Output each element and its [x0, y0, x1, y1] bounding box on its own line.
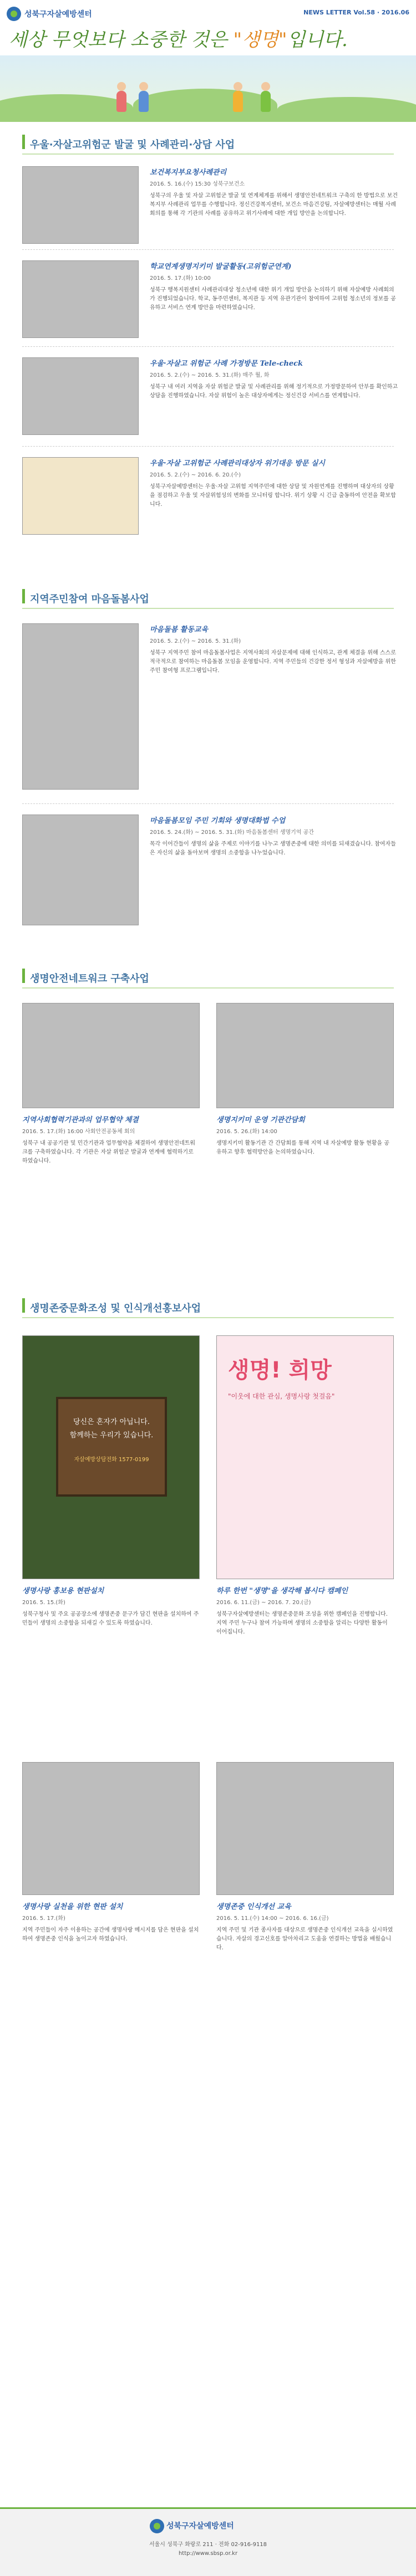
article-date: 2016. 5. 26.(화) 14:00 [216, 1129, 277, 1135]
person-figure [233, 91, 243, 112]
footer-address: 서울시 성북구 화랑로 211 · 전화 02-916-9118 [149, 2542, 267, 2548]
article-photo [216, 1762, 394, 1895]
article-title: 마음돌봄 활동교육 [150, 626, 208, 634]
org-name: 성북구자살예방센터 [24, 10, 92, 19]
article-date: 2016. 5. 24.(화) ~ 2016. 5. 31.(화) 마음돌봄센터 생명기억 공간 [150, 829, 314, 836]
article-photo [22, 1003, 200, 1108]
person-figure [116, 91, 126, 112]
issue-label: NEWS LETTER Vol.58 · 2016.06 [303, 9, 409, 16]
campaign-poster [216, 1335, 394, 1579]
person-figure [261, 91, 271, 112]
campaign-sign [56, 1397, 167, 1497]
article-illustration [22, 457, 139, 535]
article-date: 2016. 5. 2.(수) ~ 2016. 5. 31.(화) [150, 638, 241, 644]
org-logo-icon [7, 7, 21, 21]
article-date: 2016. 5. 17.(화) [22, 1916, 65, 1922]
article-title: 우울·자살 고위험군 사례관리대상자 위기대응 방문 실시 [150, 459, 325, 468]
footer [0, 2507, 416, 2576]
article-photo [22, 166, 139, 244]
article-date: 2016. 5. 11.(수) 14:00 ~ 2016. 6. 16.(금) [216, 1916, 329, 1922]
article-title: 지역사회협력기관과의 업무협약 체결 [22, 1116, 139, 1124]
article-date: 2016. 5. 2.(수) ~ 2016. 5. 31.(화) 매주 월, 화 [150, 372, 270, 378]
sign-text: 함께하는 우리가 있습니다. [69, 1431, 154, 1440]
article-photo [22, 623, 139, 790]
article-body: 성북구 내 여러 지역을 자살 위험군 발굴 및 사례관리를 위해 정기적으로 가정방문하여 안부를 확인하고 상담을 진행하였습니다. 자살 위험이 높은 대상자에게는 정신건강 서비스를 연계합니다. [150, 384, 398, 399]
article-photo [22, 815, 139, 925]
article-body: 성북구자살예방센터는 생명존중문화 조성을 위한 캠페인을 진행합니다. 지역 주민 누구나 참여 가능하며 생명의 소중함을 알리는 다양한 활동이 이어집니다. [216, 1611, 388, 1635]
article [22, 1762, 200, 1944]
article-date: 2016. 5. 2.(수) ~ 2016. 6. 20.(수) [150, 472, 241, 478]
article-photo [216, 1003, 394, 1108]
article-photo [22, 260, 139, 338]
slogan [9, 24, 348, 52]
sign-text: 자살예방상담전화 1577-0199 [74, 1457, 149, 1463]
section-heading [22, 1294, 394, 1318]
article [22, 1335, 200, 1628]
article-title: 우울·자살고 위험군 사례 가정방문 Tele-check [150, 360, 303, 368]
article-body: 지역 주민 및 기관 종사자를 대상으로 생명존중 인식개선 교육을 실시하였습니다. 자살의 경고신호를 알아차리고 도움을 연결하는 방법을 배웠습니다. [216, 1927, 393, 1951]
sign-text: 당신은 혼자가 아닙니다. [73, 1418, 150, 1426]
campaign-sign-photo [22, 1335, 200, 1579]
article-body: 성북구 내 공공기관 및 민간기관과 업무협약을 체결하여 생명안전네트워크를 구축하였습니다. 각 기관은 자살 위험군 발굴과 연계에 협력하기로 하였습니다. [22, 1140, 196, 1164]
article-title: 생명존중 인식개선 교육 [216, 1903, 291, 1911]
section-title: 생명안전네트워크 구축사업 [30, 973, 149, 985]
article-title: 생명지키미 운영 기관간담회 [216, 1116, 305, 1124]
slogan-highlight: "생명" [233, 29, 287, 51]
article-date: 2016. 5. 15.(화) [22, 1600, 65, 1606]
article [216, 1762, 394, 1953]
article [216, 1335, 394, 1637]
article-body: 성북구 지역주민 참여 마음돌봄사업은 지역사회의 자살문제에 대해 인식하고, 관계 체결을 위해 스스로 적극적으로 참여하는 마음돌봄 모임을 운영합니다. 지역 주민들의 건강한 정서 형성과 자살예방을 위한 주민 참여형 프로그램입니다. [150, 650, 396, 674]
article [22, 1003, 200, 1166]
footer-logo-icon [150, 2519, 164, 2533]
article-date: 2016. 5. 16.(수) 15:30 성북구보건소 [150, 181, 245, 187]
hero-illustration [0, 55, 416, 122]
poster-subtitle: "이웃에 대한 관심, 생명사랑 첫걸음" [228, 1392, 335, 1400]
article-date: 2016. 5. 17.(화) 10:00 [150, 275, 211, 281]
article-title: 생명사랑 실천을 위한 현판 설치 [22, 1903, 123, 1911]
section-heading [22, 130, 394, 155]
article-body: 성북구의 우울 및 자살 고위험군 발굴 및 연계체계를 위해서 생명안전네트워크 구축의 한 방법으로 보건복지부 사례관리 업무를 수행합니다. 정신건강복지센터, 보건소 마음건강팀, 자살예방센터는 매월 사례회의를 통해 각 기관의 사례를 공유하고 위기사례에 대한 개입 방안을 논의합니다. [150, 193, 398, 217]
footer-url[interactable]: http://www.sbsp.or.kr [178, 2551, 238, 2557]
article-body: 생명지키미 활동기관 간 간담회를 통해 지역 내 자살예방 활동 현황을 공유하고 향후 협력방안을 논의하였습니다. [216, 1140, 389, 1155]
section-title: 생명존중문화조성 및 인식개선홍보사업 [30, 1303, 201, 1314]
article-body: 성북구 행복지원센터 사례관리대상 청소년에 대한 위기 개입 방안을 논의하기 위해 자살예방 사례회의가 진행되었습니다. 학교, 동주민센터, 복지관 등 지역 유관기관이 참여하여 고위험 청소년의 정보를 공유하고 서비스 연계 방안을 마련하였습니다. [150, 287, 396, 311]
section-heading [22, 585, 394, 609]
article-title: 하루 한번 "생명"을 생각해 봅시다 캠페인 [216, 1587, 348, 1595]
article-photo [22, 1762, 200, 1895]
poster-title: 생명! 희망 [228, 1358, 332, 1383]
article-body: 성북구자살예방센터는 우울·자살 고위험 지역주민에 대한 상담 및 자원연계를 진행하며 대상자의 상황을 점검하고 우울 및 자살위험성의 변화를 모니터링 합니다. 위기 상황 시 긴급 출동하여 안전을 확보합니다. [150, 484, 396, 508]
article-body: 지역 주민들이 자주 이용하는 공간에 생명사랑 메시지를 담은 현판을 설치하여 생명존중 인식을 높이고자 하였습니다. [22, 1927, 199, 1942]
slogan-a: 세상 무엇보다 소중한 것은 [9, 29, 234, 51]
article-photo [22, 357, 139, 435]
slogan-b: 입니다. [287, 29, 348, 51]
section-heading [22, 964, 394, 989]
person-figure [139, 91, 149, 112]
article [216, 1003, 394, 1157]
article-body: 성북구청사 및 주요 공공장소에 생명존중 문구가 담긴 현판을 설치하여 주민들이 생명의 소중함을 되새길 수 있도록 하였습니다. [22, 1611, 199, 1626]
article-title: 보건복지부요청사례관리 [150, 168, 227, 177]
footer-org: 성북구자살예방센터 [166, 2522, 234, 2531]
section-title: 우울·자살고위험군 발굴 및 사례관리·상담 사업 [30, 139, 235, 151]
article-title: 생명사랑 홍보용 현판설치 [22, 1587, 104, 1595]
section-title: 지역주민참여 마음돌봄사업 [30, 593, 149, 605]
article-date: 2016. 5. 17.(화) 16:00 사회안전공동체 회의 [22, 1129, 135, 1135]
article-title: 마음돌봄모임 주민 기회와 생명대화법 수업 [150, 817, 286, 825]
article-date: 2016. 6. 11.(금) ~ 2016. 7. 20.(금) [216, 1600, 311, 1606]
article-body: 목각 이어간들이 생명의 삶을 주제로 이야기를 나누고 생명존중에 대한 의미를 되새겼습니다. 참여자들은 자신의 삶을 돌아보며 생명의 소중함을 나누었습니다. [150, 841, 396, 856]
article-title: 학교연계생명지키미 발굴활동(고위험군연계) [150, 263, 292, 271]
